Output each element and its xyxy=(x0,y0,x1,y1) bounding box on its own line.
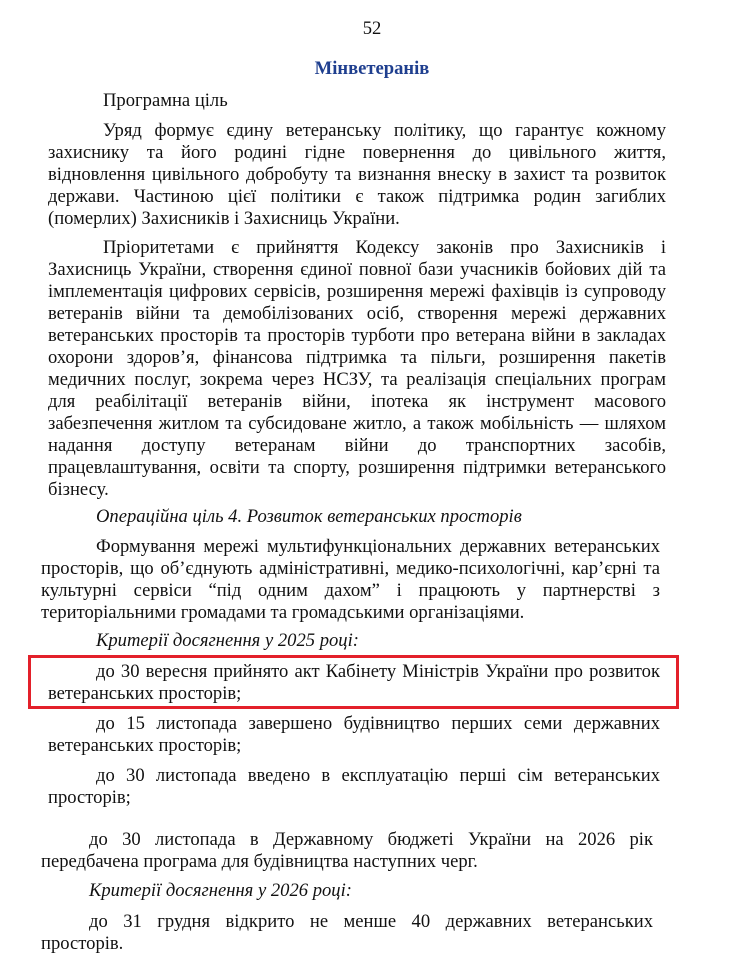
paragraph-line: територіальними громадами та громадськими організаціями. xyxy=(41,602,525,623)
criterion-line: просторів. xyxy=(41,933,124,954)
criterion-line: просторів; xyxy=(48,787,131,808)
paragraph-line: бізнесу. xyxy=(48,479,109,500)
paragraph-line: імплементація цифрових сервісів, розширення мережі фахівців із супроводу xyxy=(48,281,666,302)
paragraph-line: медичних послуг, зокрема через НСЗУ, та реалізація спеціальних програм xyxy=(48,369,666,390)
criterion-line: до 15 листопада завершено будівництво перших семи державних xyxy=(96,713,660,734)
paragraph-line: охорони здоров’я, фінансова підтримка та пільги, розширення пакетів xyxy=(48,347,666,368)
paragraph-line: просторів, що об’єднують адміністративні, медико-психологічні, кар’єрні та xyxy=(41,558,660,579)
criteria-2025-heading: Критерії досягнення у 2025 році: xyxy=(96,630,359,651)
criterion-line: до 31 грудня відкрито не менше 40 державних ветеранських xyxy=(89,911,653,932)
criterion-line: ветеранських просторів; xyxy=(48,683,242,704)
operational-goal-heading: Операційна ціль 4. Розвиток ветеранських просторів xyxy=(96,506,522,527)
paragraph-line: ветеранських просторів та просторів турботи про ветерана війни в закладах xyxy=(48,325,666,346)
criterion-line: ветеранських просторів; xyxy=(48,735,242,756)
paragraph-line: відновлення цивільного добробуту та визнання внеску в захист та розвиток xyxy=(48,164,666,185)
page-number: 52 xyxy=(362,18,382,39)
paragraph-line: Пріоритетами є прийняття Кодексу законів про Захисників і xyxy=(103,237,666,258)
paragraph-line: для реабілітації ветеранів війни, іпотека як інструмент масового xyxy=(48,391,666,412)
paragraph-line: Уряд формує єдину ветеранську політику, що гарантує кожному xyxy=(103,120,666,141)
paragraph-line: захиснику та його родині гідне повернення до цивільного життя, xyxy=(48,142,666,163)
criterion-line: до 30 листопада в Державному бюджеті України на 2026 рік xyxy=(89,829,653,850)
paragraph-line: Формування мережі мультифункціональних державних ветеранських xyxy=(96,536,660,557)
criteria-2026-heading: Критерії досягнення у 2026 році: xyxy=(89,880,352,901)
criterion-line: передбачена програма для будівництва наступних черг. xyxy=(41,851,478,872)
paragraph-line: ветеранів війни та демобілізованих осіб, створення мережі державних xyxy=(48,303,666,324)
paragraph-line: забезпечення житлом та субсидоване житло, а також мобільність — шляхом xyxy=(48,413,666,434)
criterion-line: до 30 листопада введено в експлуатацію перші сім ветеранських xyxy=(96,765,660,786)
paragraph-line: (померлих) Захисників і Захисниць України. xyxy=(48,208,400,229)
paragraph-line: надання доступу ветеранам війни до транспортних засобів, xyxy=(48,435,666,456)
paragraph-line: Захисниць України, створення єдиної повної бази учасників бойових дій та xyxy=(48,259,666,280)
paragraph-line: культурні сервіси “під одним дахом” і працюють у партнерстві з xyxy=(41,580,660,601)
program-goal-heading: Програмна ціль xyxy=(103,90,228,111)
paragraph-line: працевлаштування, освіти та спорту, розширення підтримки ветеранського xyxy=(48,457,666,478)
section-title: Мінветеранів xyxy=(314,58,430,79)
criterion-line: до 30 вересня прийнято акт Кабінету Міністрів України про розвиток xyxy=(96,661,660,682)
paragraph-line: держави. Частиною цієї політики є також підтримка родин загиблих xyxy=(48,186,666,207)
